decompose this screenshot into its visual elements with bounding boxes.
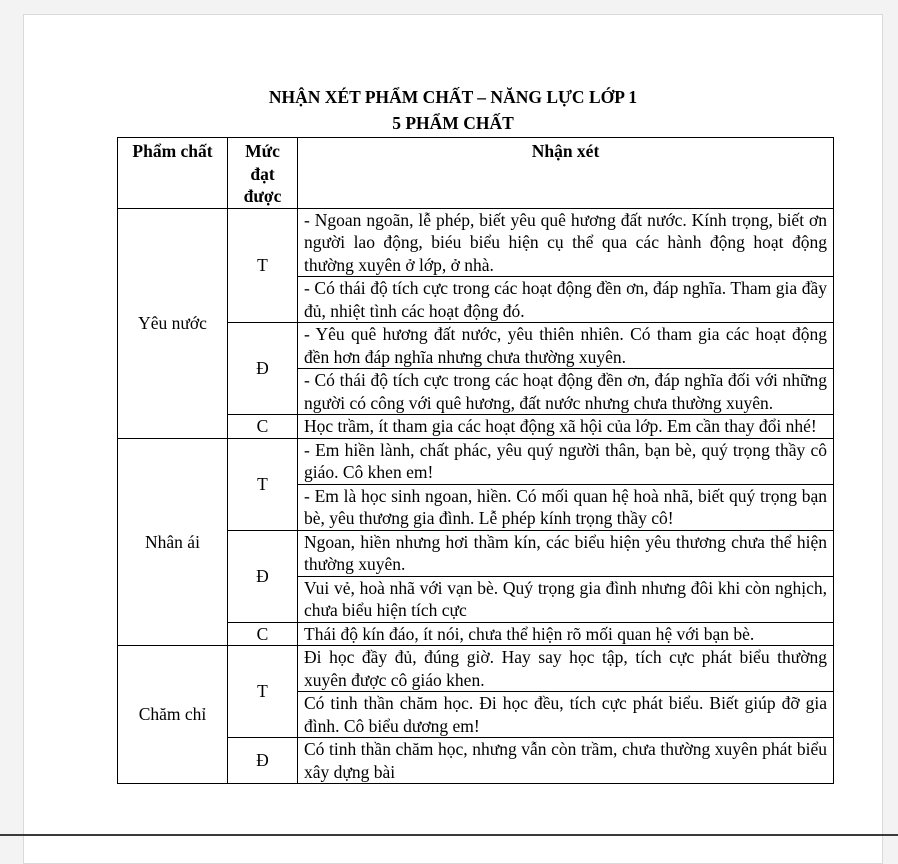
- table-row: [118, 646, 834, 692]
- comment-cell: - Có thái độ tích cực trong các hoạt động đền ơn, đáp nghĩa. Tham gia đầy đủ, nhiệt tình các hoạt động đó.: [298, 277, 834, 323]
- comment-cell: Có tinh thần chăm học. Đi học đều, tích cực phát biểu. Biết giúp đỡ gia đình. Cô biểu dương em!: [298, 692, 834, 738]
- comment-cell: - Ngoan ngoãn, lễ phép, biết yêu quê hương đất nước. Kính trọng, biết ơn người lao động, biéu biểu hiện cụ thể qua các hành động hoạt động thường xuyên ở lớp, ở nhà.: [298, 208, 834, 277]
- comment-cell: - Có thái độ tích cực trong các hoạt động đền ơn, đáp nghĩa đối với những người có công với quê hương, đất nước nhưng chưa thường xuyên.: [298, 369, 834, 415]
- quality-cell: Yêu nước: [118, 208, 228, 438]
- document-title: NHẬN XÉT PHẨM CHẤT – NĂNG LỰC LỚP 1: [268, 87, 638, 107]
- comment-cell: Có tinh thần chăm học, nhưng vẫn còn trầm, chưa thường xuyên phát biểu xây dựng bài: [298, 738, 834, 784]
- quality-cell: Chăm chỉ: [118, 646, 228, 784]
- quality-comment-table: [117, 137, 834, 784]
- level-cell: T: [228, 646, 298, 738]
- level-cell: Đ: [228, 323, 298, 415]
- comment-cell: - Em hiền lành, chất phác, yêu quý người thân, bạn bè, quý trọng thầy cô giáo. Cô khen em!: [298, 438, 834, 484]
- comment-cell: Vui vẻ, hoà nhã với vạn bè. Quý trọng gia đình nhưng đôi khi còn nghịch, chưa biểu hiện tích cực: [298, 576, 834, 622]
- comment-cell: Học trầm, ít tham gia các hoạt động xã hội của lớp. Em cần thay đổi nhé!: [298, 415, 834, 439]
- header-quality: Phẩm chất: [118, 138, 228, 209]
- table-header-row: [118, 138, 834, 209]
- document-subtitle: 5 PHẨM CHẤT: [392, 113, 514, 133]
- header-comment: Nhận xét: [298, 138, 834, 209]
- comment-cell: - Yêu quê hương đất nước, yêu thiên nhiên. Có tham gia các hoạt động đền hơn đáp nghĩa nhưng chưa thường xuyên.: [298, 323, 834, 369]
- table-row: [118, 438, 834, 484]
- level-cell: T: [228, 438, 298, 530]
- comment-cell: - Em là học sinh ngoan, hiền. Có mối quan hệ hoà nhã, biết quý trọng bạn bè, yêu thương gia đình. Lễ phép kính trọng thầy cô!: [298, 484, 834, 530]
- table-row: [118, 208, 834, 277]
- header-level: Mức đạt được: [228, 138, 298, 209]
- page-bottom-edge: [0, 834, 898, 836]
- level-cell: Đ: [228, 738, 298, 784]
- level-cell: Đ: [228, 530, 298, 622]
- quality-cell: Nhân ái: [118, 438, 228, 646]
- comment-cell: Đi học đầy đủ, đúng giờ. Hay say học tập, tích cực phát biểu thường xuyên được cô giáo khen.: [298, 646, 834, 692]
- level-cell: C: [228, 622, 298, 646]
- comment-cell: Ngoan, hiền nhưng hơi thầm kín, các biểu hiện yêu thương chưa thể hiện thường xuyên.: [298, 530, 834, 576]
- comment-cell: Thái độ kín đáo, ít nói, chưa thể hiện rõ mối quan hệ với bạn bè.: [298, 622, 834, 646]
- level-cell: C: [228, 415, 298, 439]
- level-cell: T: [228, 208, 298, 323]
